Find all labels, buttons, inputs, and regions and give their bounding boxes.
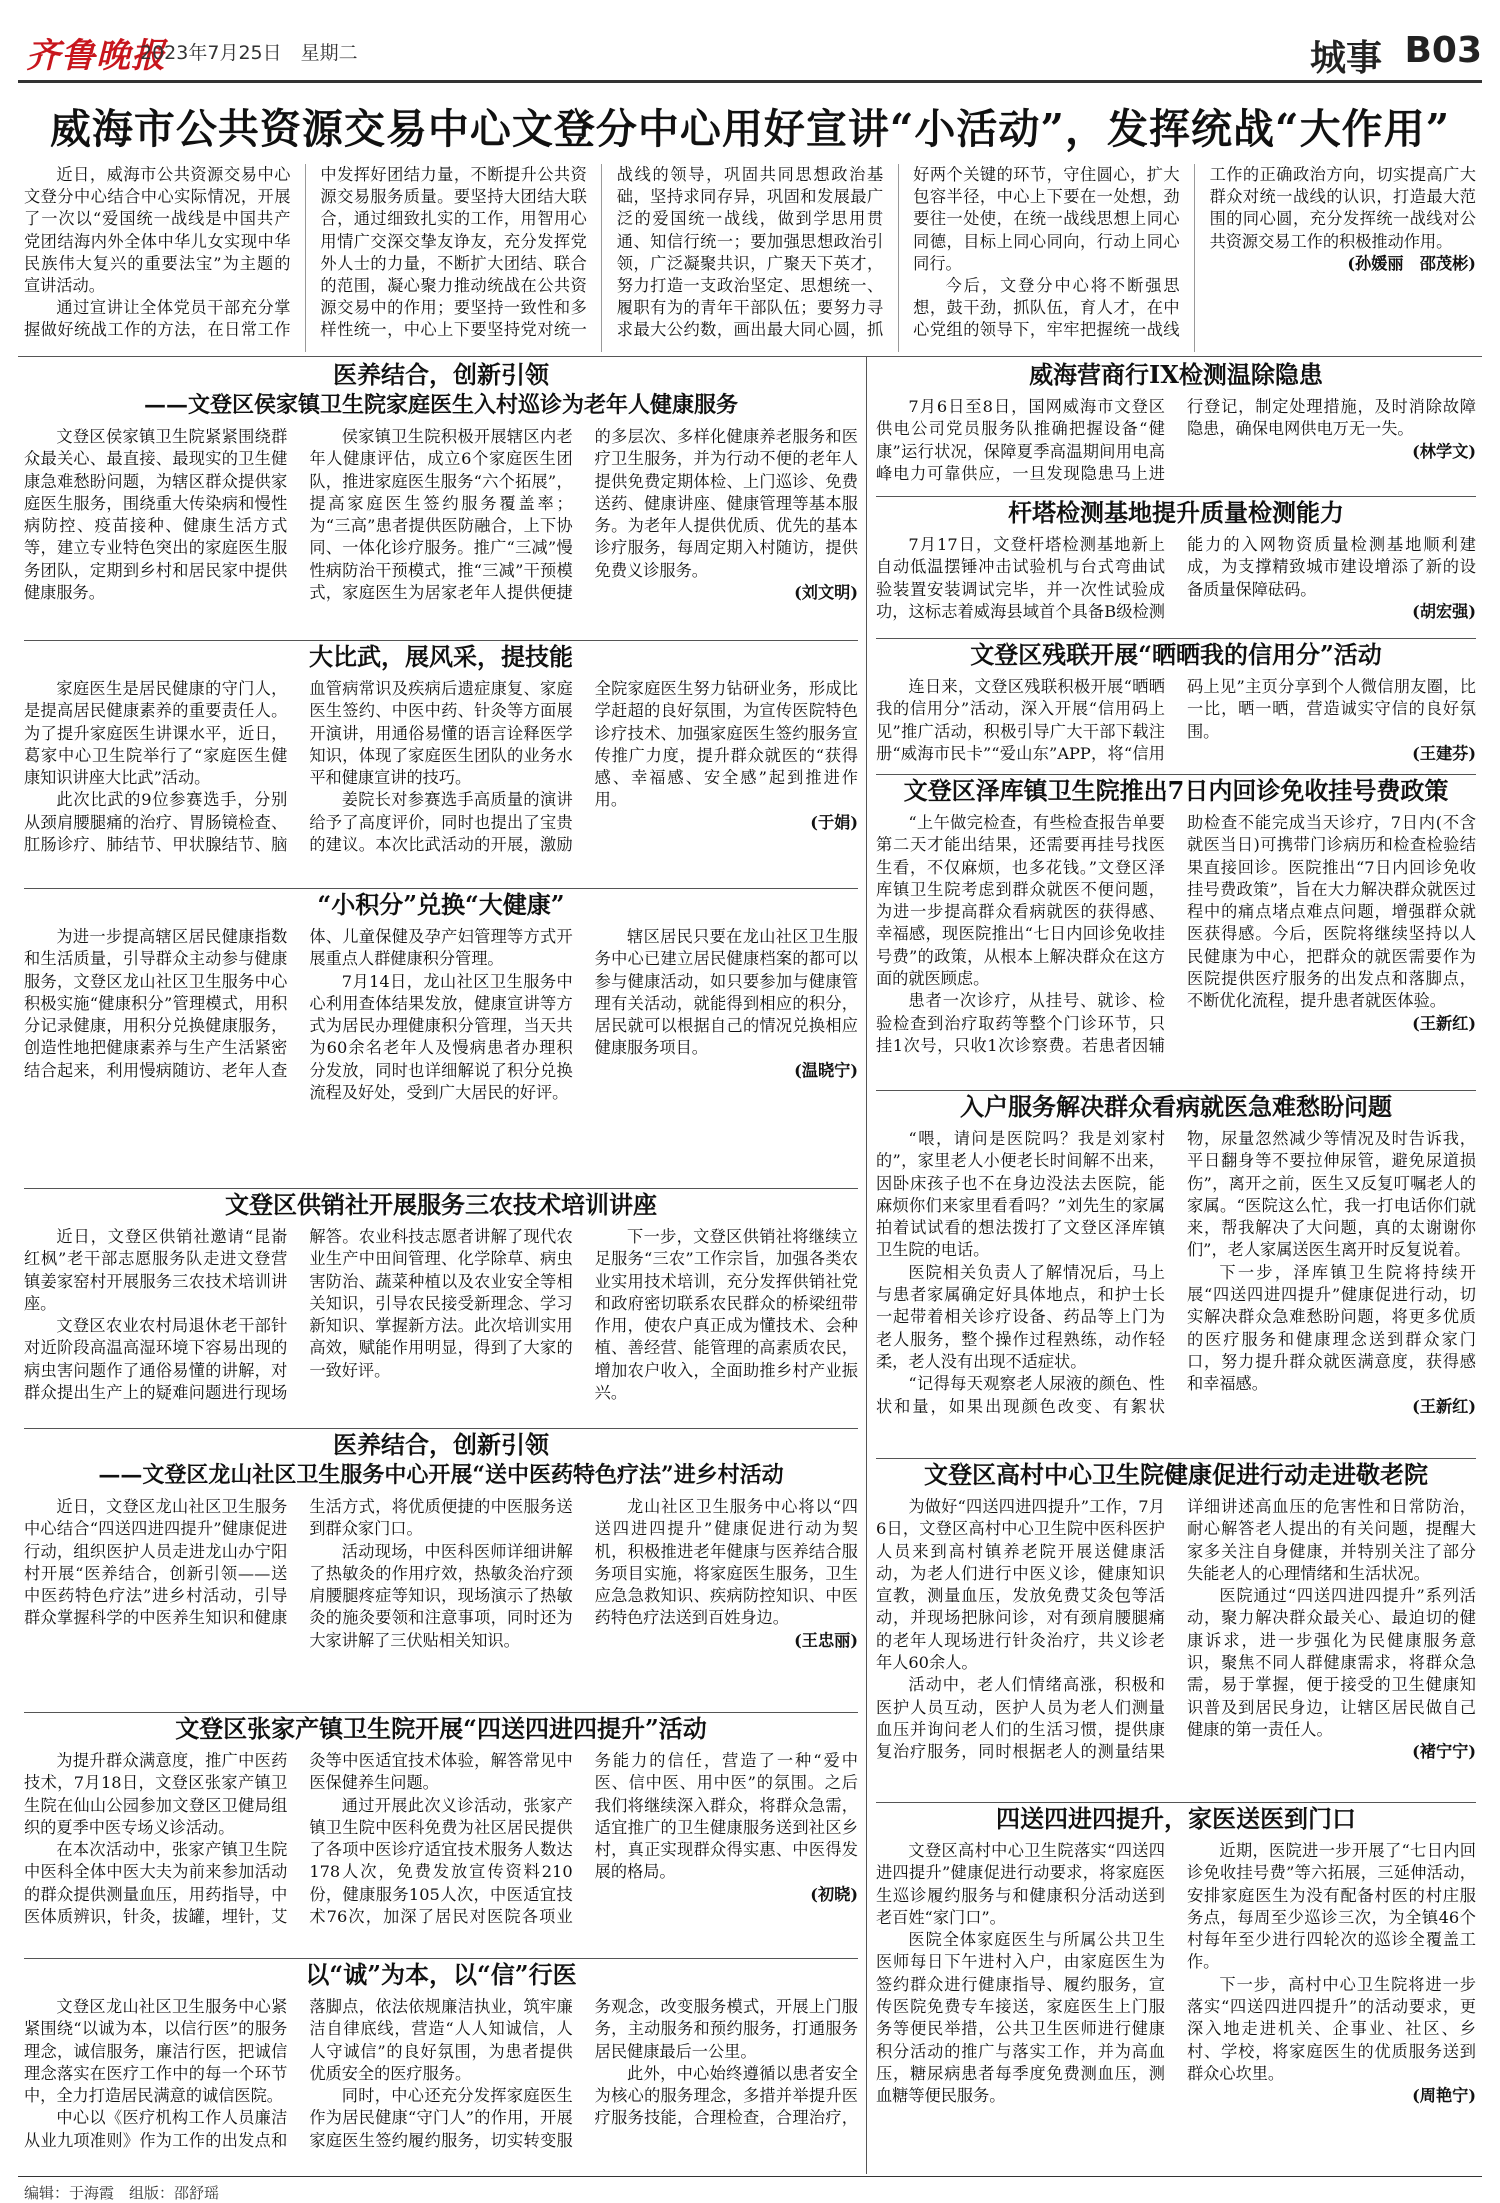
article-houjia (24, 360, 858, 638)
footer-rule (18, 2176, 1482, 2177)
article-divider (876, 496, 1476, 497)
article-body (24, 1226, 858, 1422)
article-ruhu (876, 1092, 1476, 1456)
byline: (王忠丽) (794, 1630, 858, 1650)
section-name: 城事 (1309, 38, 1382, 79)
article-gaocun-jinglaoyuan (876, 1460, 1476, 1800)
paragraph: 文登区农业农村局退休老干部针对近阶段高温高湿环境下容易出现的病虫害问题作了通俗易懂的讲解，对群众提出生产上的疑难问题进行现场解答。农业科技志愿者讲解了现代农业生产中田间管理、化学除草、病虫害防治、蔬菜种植以及农业安全等相关知识，引导农民接受新理念、学习新知识、掌握新方法。此次培训实用高效，赋能作用明显，得到了大家的一致好评。 (24, 1227, 573, 1403)
lead-article-body (24, 164, 1476, 352)
article-body (876, 676, 1476, 770)
article-title: 文登区残联开展“晒晒我的信用分”活动 (970, 640, 1382, 669)
article-divider (24, 1428, 858, 1429)
paragraph: 侯家镇卫生院积极开展辖区内老年人健康评估，成立6个家庭医生团队，推进家庭医生服务“六个拓展”，提高家庭医生签约服务覆盖率；为“三高”患者提供医防融合，上下协同、一体化诊疗服务。推广“三减”慢性病防治干预模式，推“三减”干预模式，家庭医生为居家老年人提供便捷的多层次、多样化健康养老服务和医疗卫生服务，并为行动不便的老年人提供免费定期体检、上门巡诊、免费送药、健康讲座、健康管理等基本服务。为老年人提供优质、优先的基本诊疗服务，每周定期入村随访，提供免费义诊服务。 (309, 427, 858, 603)
paragraph: 在本次活动中，张家产镇卫生院中医科全体中医大夫为前来参加活动的群众提供测量血压，用药指导，中医体质辨识，针灸，拔罐，埋针，艾灸等中医适宜技术体验，解答常见中医保健养生问题。 (24, 1751, 573, 1927)
section-divider (18, 356, 1482, 357)
paragraph: 龙山社区卫生服务中心将以“四送四进四提升”健康促进行动为契机，积极推进老年健康与医养结合服务项目实施，将家庭医生服务，卫生应急急救知识、疾病防控知识、中医药特色疗法送到百姓身边。 (594, 1497, 858, 1628)
paragraph: 此外，中心始终遵循以患者安全为核心的服务理念，多措并举提升医疗服务技能，合理检查，合理治疗， (594, 2063, 858, 2128)
byline: (周艳宁) (1412, 2086, 1476, 2106)
publication-date: 2023年7月25日 星期二 (140, 42, 358, 64)
editor-credits: 编辑：于海霞 组版：邵舒瑶 (24, 2184, 220, 2202)
article-divider (24, 888, 858, 889)
article-title: 医养结合，创新引领 (333, 360, 549, 389)
article-title: 威海营商行IX检测温除隐患 (1029, 360, 1323, 389)
paragraph: 医院相关负责人了解情况后，马上与患者家属确定好具体地点，和护士长一起带着相关诊疗设备、药品等上门为老人服务，整个操作过程熟练，动作轻柔，老人没有出现不适症状。 (876, 1262, 1165, 1371)
paragraph: 7月6日至8日，国网威海市文登区供电公司党员服务队推确把握设备“健康”运行状况，保障夏季高温期间用电高峰电力可靠供应，一旦发现隐患马上进行登记，制定处理措施，及时消除故障隐患，确保电网供电万无一失。 (876, 397, 1476, 483)
paragraph: 为进一步提高辖区居民健康指数和生活质量，引导群众主动参与健康服务，文登区龙山社区卫生服务中心积极实施“健康积分”管理模式，用积分记录健康，用积分兑换健康服务，创造性地把健康素养与生产生活紧密结合起来，利用慢病随访、老年人查体、儿童保健及孕产妇管理等方式开展重点人群健康积分管理。 (24, 927, 573, 1080)
paragraph: 7月14日，龙山社区卫生服务中心利用查体结果发放，健康宣讲等方式为居民办理健康积分管理，当天共为60余名老年人及慢病患者办理积分发放，同时也详细解说了积分兑换流程及好处，受到广大居民的好评。 (309, 971, 573, 1103)
paragraph: 医院通过“四送四进四提升”系列活动，聚力解决群众最关心、最迫切的健康诉求，进一步强化为民健康服务意识，聚焦不同人群健康需求，将群众急需，易于掌握，便于接受的卫生健康知识普及到居民身边，让辖区居民做自己健康的第一责任人。 (1187, 1586, 1476, 1739)
article-title: 四送四进四提升，家医送医到门口 (996, 1804, 1356, 1833)
article-title: 医养结合，创新引领 (333, 1430, 549, 1459)
paragraph: 近日，文登区龙山社区卫生服务中心结合“四送四进四提升”健康促进行动，组织医护人员走进龙山办宁阳村开展“医养结合，创新引领——送中医药特色疗法”进乡村活动，引导群众掌握科学的中医养生知识和健康生活方式，将优质便捷的中医服务送到群众家门口。 (24, 1497, 573, 1628)
byline: (孙媛丽 邵茂彬) (1347, 253, 1476, 273)
masthead-rule (18, 80, 1482, 83)
article-title: 文登区高村中心卫生院健康促进行动走进敬老院 (924, 1460, 1428, 1489)
article-divider (876, 638, 1476, 639)
column-divider (866, 356, 867, 2174)
article-divider (876, 1458, 1476, 1459)
article-body (24, 426, 858, 628)
newspaper-logo: 齐鲁晚报 (26, 36, 166, 76)
lead-headline: 威海市公共资源交易中心文登分中心用好宣讲“小活动”，发挥统战“大作用” (49, 105, 1451, 153)
paragraph: 近日，文登区供销社邀请“昆嵛红枫”老干部志愿服务队走进文登营镇姜家窑村开展服务三农技术培训讲座。 (24, 1227, 288, 1313)
paragraph: 下一步，文登区供销社将继续立足服务“三农”工作宗旨，加强各类农业实用技术培训，充分发挥供销社党和政府密切联系农民群众的桥梁纽带作用，使农户真正成为懂技术、会种植、善经营、能管理的高素质农民，增加农户收入，全面助推乡村产业振兴。 (594, 1227, 858, 1403)
byline: (初晓) (810, 1884, 858, 1904)
paragraph: “喂，请问是医院吗？我是刘家村的”，家里老人小便老长时间解不出来，因卧床孩子也不在身边没法去医院，能麻烦你们来家里看看吗？”刘先生的家属拍着试试看的想法拨打了文登区泽库镇卫生院的电话。 (876, 1129, 1165, 1260)
article-title: 杆塔检测基地提升质量检测能力 (1008, 498, 1344, 527)
article-gongxiao (24, 1190, 858, 1426)
article-zhangjiachan (24, 1714, 858, 1956)
article-divider (24, 640, 858, 641)
paragraph: 活动现场，中医科医师详细讲解了热敏灸的作用疗效，热敏灸治疗颈肩腰腿疼症等知识，现场演示了热敏灸的施灸要领和注意事项，同时还为大家讲解了三伏贴相关知识。 (309, 1541, 573, 1650)
paragraph: 通过开展此次义诊活动，张家产镇卫生院中医科免费为社区居民提供了各项中医诊疗适宜技术服务人数达178人次，免费发放宣传资料210份，健康服务105人次，中医适宜技术76次，加深了居民对医院各项业务能力的信任，营造了一种“爱中医、信中医、用中医”的氛围。之后我们将继续深入群众，将群众急需，适宜推广的卫生健康服务送到社区乡村，真正实现群众得实惠、中医得发展的格局。 (309, 1751, 858, 1927)
byline: (王建芬) (1412, 743, 1476, 763)
article-title: 大比武，展风采，提技能 (309, 642, 573, 671)
article-body (24, 1750, 858, 1950)
byline: (王新红) (1412, 1396, 1476, 1416)
byline: (温晓宁) (794, 1060, 858, 1080)
byline: (王新红) (1412, 1013, 1476, 1033)
article-title: 入户服务解决群众看病就医急难愁盼问题 (960, 1092, 1392, 1121)
paragraph: 为做好“四送四进四提升”工作，7月6日，文登区高村中心卫生院中医科医护人员来到高村镇养老院开展送健康活动，为老人们进行中医义诊，健康知识宣教，测量血压，发放免费艾灸包等活动，并现场把脉问诊，对有颈肩腰腿痛的老年人现场进行针灸治疗，共义诊老年人60余人。 (876, 1497, 1165, 1673)
article-body (24, 926, 858, 1178)
article-title: 文登区泽库镇卫生院推出7日内回诊免收挂号费政策 (903, 776, 1449, 805)
paragraph: 辖区居民只要在龙山社区卫生服务中心已建立居民健康档案的都可以参与健康活动，如只要参加与健康管理有关活动，就能得到相应的积分，居民就可以根据自己的情况兑换相应健康服务项目。 (594, 927, 858, 1058)
paragraph: 患者一次诊疗，从挂号、就诊、检验检查到治疗取药等整个门诊环节，只挂1次号，只收1次诊察费。若患者因辅助检查不能完成当天诊疗，7日内(不含就医当日)可携带门诊病历和检查检验结果直接回诊。医院推出“7日内回诊免收挂号费政策”，旨在大力解决群众就医过程中的痛点堵点难点问题，增强群众就医获得感。今后，医院将继续坚持以人民健康为中心，把群众的就医需要作为医院提供医疗服务的出发点和落脚点，不断优化流程，提升患者就医体验。 (876, 813, 1476, 1055)
article-body (876, 396, 1476, 492)
paragraph: “记得每天观察老人尿液的颜色、性状和量，如果出现颜色改变、有絮状物，尿量忽然减少等情况及时告诉我，平日翻身等不要拉伸尿管，避免尿道损伤”，离开之前，医生又反复叮嘱老人的家属。“医院这么忙，我一打电话你们就来，帮我解决了大问题，真的太谢谢你们”，老人家属送医生离开时反复说着。 (876, 1129, 1476, 1416)
article-bibwu (24, 642, 858, 886)
article-canlian (876, 640, 1476, 772)
article-body (876, 1128, 1476, 1454)
article-title: 以“诚”为本，以“信”行医 (305, 1960, 577, 1989)
article-body (876, 1840, 1476, 2170)
article-divider (24, 1958, 858, 1959)
article-divider (876, 774, 1476, 775)
article-title: 文登区供销社开展服务三农技术培训讲座 (225, 1190, 657, 1219)
paragraph: 文登区侯家镇卫生院紧紧围绕群众最关心、最直接、最现实的卫生健康急难愁盼问题，为辖区群众提供家庭医生服务，围绕重大传染病和慢性病防控、疫苗接种、健康生活方式等，建立专业特色突出的家庭医生服务团队，定期到乡村和居民家中提供健康服务。 (24, 427, 288, 603)
article-divider (876, 1802, 1476, 1803)
paragraph: 近日，威海市公共资源交易中心文登分中心结合中心实际情况，开展了一次以“爱国统一战线是中国共产党团结海内外全体中华儿女实现中华民族伟大复兴的重要法宝”为主题的宣讲活动。 (24, 165, 291, 296)
article-jiayi-mendkou (876, 1804, 1476, 2174)
byline: (林学文) (1412, 441, 1476, 461)
paragraph: 下一步，高村中心卫生院将进一步落实“四送四进四提升”的活动要求，更深入地走进机关、企事业、社区、乡村、学校，将家庭医生的优质服务送到群众心坎里。 (1187, 1974, 1476, 2083)
article-body (24, 1996, 858, 2168)
byline: (褚宁宁) (1412, 1742, 1476, 1762)
masthead (0, 0, 1500, 86)
article-jifen (24, 890, 858, 1186)
paragraph: 近期，医院进一步开展了“七日内回诊免收挂号费”等六拓展，三延伸活动，安排家庭医生为没有配备村医的村庄服务点，每周至少巡诊三次，为全镇46个村每年至少进行四轮次的巡诊全覆盖工作。 (1187, 1841, 1476, 1972)
article-body (876, 1496, 1476, 1798)
paragraph: 医院全体家庭医生与所属公共卫生医师每日下午进村入户，由家庭医生为签约群众进行健康指导、履约服务，宣传医院免费专车接送，家庭医生上门服务等便民举措，公共卫生医师进行健康积分活动的推广与落实工作，并为高血压，糖尿病患者每季度免费测血压，测血糖等便民服务。 (876, 1930, 1165, 2106)
paragraph: 7月17日，文登杆塔检测基地新上自动低温摆锤冲击试验机与台式弯曲试验装置安装调试完毕，并一次性试验成功，这标志着威海县域首个具备B级检测能力的入网物资质量检测基地顺利建成，为支撑精致城市建设增添了新的设备质量保障砝码。 (876, 535, 1476, 621)
article-title: 文登区张家产镇卫生院开展“四送四进四提升”活动 (175, 1714, 707, 1743)
article-divider (24, 1712, 858, 1713)
paragraph: 为提升群众满意度，推广中医药技术，7月18日，文登区张家产镇卫生院在仙山公园参加文登区卫健局组织的夏季中医专场义诊活动。 (24, 1751, 288, 1837)
paragraph: “上午做完检查，有些检查报告单要第二天才能出结果，还需要再挂号找医生看，不仅麻烦，也多花钱。”文登区泽库镇卫生院考虑到群众就医不便问题，为进一步提高群众看病就医的获得感、幸福感，现医院推出“七日内回诊免收挂号费”的政策，从根本上解决群众在这方面的就医顾虑。 (876, 813, 1165, 989)
article-body (876, 534, 1476, 634)
paragraph: 文登区龙山社区卫生服务中心紧紧围绕“以诚为本，以信行医”的服务理念，诚信服务，廉洁行医，把诚信理念落实在医疗工作中的每一个环节中，全力打造居民满意的诚信医院。 (24, 1997, 288, 2106)
article-subtitle: ——文登区侯家镇卫生院家庭医生入村巡诊为老年人健康服务 (143, 392, 738, 418)
page-number: B03 (1404, 30, 1482, 71)
paragraph: 连日来，文登区残联积极开展“晒晒我的信用分”活动，深入开展“信用码上见”推广活动，积极引导广大干部下载注册“威海市民卡”“爱山东”APP，将“信用码上见”主页分享到个人微信朋友圈，比一比，晒一晒，营造诚实守信的良好氛围。 (876, 677, 1476, 763)
byline: (胡宏强) (1412, 601, 1476, 621)
paragraph: 活动中，老人们情绪高涨，积极和医护人员互动，医护人员为老人们测量血压并询问老人们的生活习惯，提供康复治疗服务，同时根据老人的测量结果详细讲述高血压的危害性和日常防治，耐心解答老人提出的有关问题，提醒大家多关注自身健康，并特别关注了部分失能老人的心理情绪和生活状况。 (876, 1497, 1476, 1762)
paragraph: 今后，文登分中心将不断强思想，鼓干劲，抓队伍，育人才，在中心党组的领导下，牢牢把握统一战线工作的正确政治方向，切实提高广大群众对统一战线的认识，打造最大范围的同心圆，充分发挥统一战线对公共资源交易工作的积极推动作用。 (913, 165, 1476, 340)
paragraph: 姜院长对参赛选手高质量的演讲给予了高度评价，同时也提出了宝贵的建议。本次比武活动的开展，激励全院家庭医生努力钻研业务，形成比学赶超的良好氛围，为宣传医院特色诊疗技术、加强家庭医生签约服务宣传推广力度，提升群众就医的“获得感、幸福感、安全感”起到推进作用。 (309, 679, 858, 855)
article-chengxin (24, 1960, 858, 2174)
article-body (24, 678, 858, 878)
article-weihai-yingshang (876, 360, 1476, 494)
article-divider (24, 1188, 858, 1189)
article-divider (876, 1090, 1476, 1091)
article-title: “小积分”兑换“大健康” (317, 890, 565, 919)
byline: (刘文明) (794, 583, 858, 603)
paragraph: 通过宣讲让全体党员干部充分掌握做好统战工作的方法，在日常工作中发挥好团结力量，不断提升公共资源交易服务质量。要坚持大团结大联合，通过细致扎实的工作，用智用心用情广交深交挚友诤友，充分发挥党外人士的力量，不断扩大团结、联合的范围，凝心聚力推动统战在公共资源交易中的作用；要坚持一致性和多样性统一，中心上下要坚持党对统一战线的领导，巩固共同思想政治基础，坚持求同存异，巩固和发展最广泛的爱国统一战线，做到学思用贯通、知信行统一；要加强思想政治引领，广泛凝聚共识，广聚天下英才，努力打造一支政治坚定、思想统一、履职有为的青年干部队伍；要努力寻求最大公约数，画出最大同心圆，抓好两个关键的环节，守住圆心，扩大包容半径，中心上下要在一处想，劲要往一处使，在统一战线思想上同心同德，目标上同心同向，行动上同心同行。 (24, 165, 1180, 340)
paragraph: 家庭医生是居民健康的守门人，是提高居民健康素养的重要责任人。为了提升家庭医生讲课水平，近日，葛家中心卫生院举行了“家庭医生健康知识讲座大比武”活动。 (24, 679, 288, 788)
article-subtitle: ——文登区龙山社区卫生服务中心开展“送中医药特色疗法”进乡村活动 (98, 1462, 784, 1488)
article-body (876, 812, 1476, 1086)
article-ganta (876, 498, 1476, 636)
article-body (24, 1496, 858, 1702)
paragraph: 文登区高村中心卫生院落实“四送四进四提升”健康促进行动要求，将家庭医生巡诊履约服务与和健康积分活动送到老百姓“家门口”。 (876, 1841, 1165, 1927)
paragraph: 同时，中心还充分发挥家庭医生作为居民健康“守门人”的作用，开展家庭医生签约履约服务，切实转变服务观念，改变服务模式，开展上门服务，主动服务和预约服务，打通服务居民健康最后一公里。 (309, 1997, 858, 2150)
article-longshan-tcm (24, 1430, 858, 1710)
article-zeku-policy (876, 776, 1476, 1088)
byline: (于娟) (810, 812, 858, 832)
paragraph: 下一步，泽库镇卫生院将持续开展“四送四进四提升”健康促进行动，切实解决群众急难愁盼问题，将更多优质的医疗服务和健康理念送到群众家门口，努力提升群众就医满意度，获得感和幸福感。 (1187, 1262, 1476, 1394)
paragraph: 此次比武的9位参赛选手，分别从颈肩腰腿痛的治疗、胃肠镜检查、肛肠诊疗、肺结节、甲状腺结节、脑血管病常识及疾病后遗症康复、家庭医生签约、中医中药、针灸等方面展开演讲，用通俗易懂的语言诠释医学知识，体现了家庭医生团队的业务水平和健康宣讲的技巧。 (24, 679, 573, 855)
paragraph: 中心以《医疗机构工作人员廉洁从业九项准则》作为工作的出发点和落脚点，依法依规廉洁执业，筑牢廉洁自律底线，营造“人人知诚信，人人守诚信”的良好氛围，为患者提供优质安全的医疗服务。 (24, 1997, 573, 2150)
